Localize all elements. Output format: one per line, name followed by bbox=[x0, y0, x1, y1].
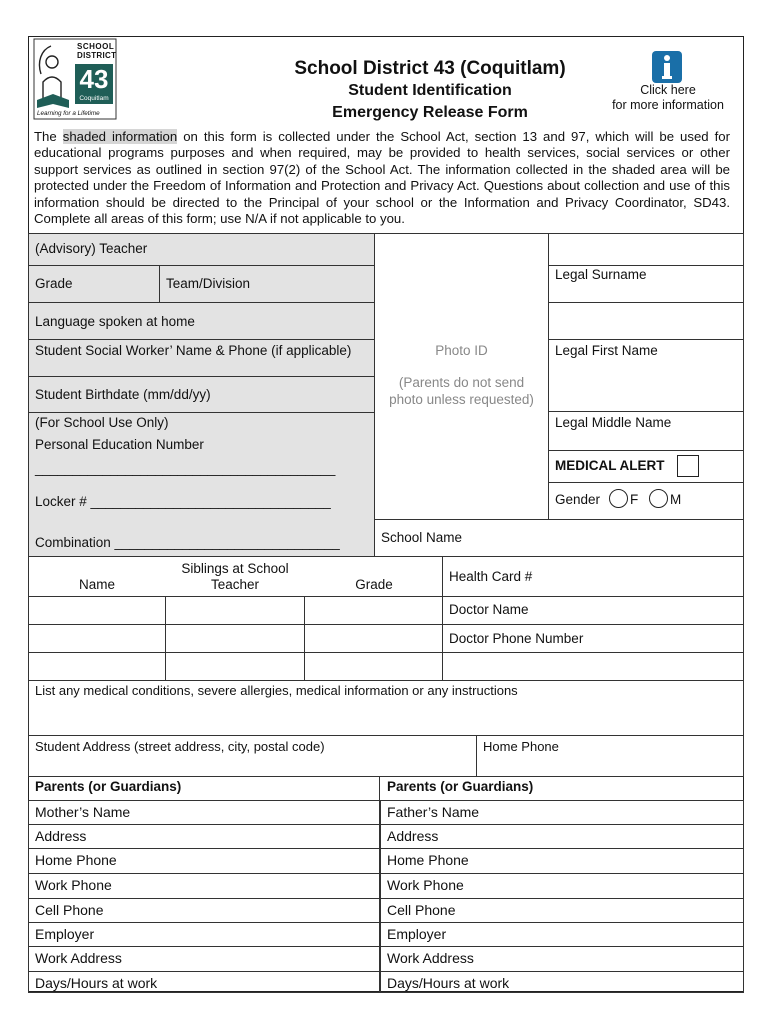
sibling-row-2-teacher[interactable] bbox=[165, 624, 305, 653]
legal-first-name-label: Legal First Name bbox=[555, 343, 658, 358]
school-use-label: (For School Use Only) bbox=[35, 415, 169, 430]
logo-number: 43 bbox=[79, 64, 109, 94]
father-cell-phone-label: Cell Phone bbox=[387, 902, 456, 918]
combination-field[interactable]: Combination ______________________________ bbox=[35, 535, 340, 550]
sibling-row-3-name[interactable] bbox=[28, 652, 166, 681]
mother-work-phone-label: Work Phone bbox=[35, 877, 112, 893]
student-address-label: Student Address (street address, city, postal code) bbox=[35, 739, 325, 754]
pen-line[interactable]: ________________________________________ bbox=[35, 461, 336, 476]
medical-alert-checkbox[interactable] bbox=[677, 455, 699, 477]
form-subtitle-1: Student Identification bbox=[348, 82, 512, 99]
medical-alert-label: MEDICAL ALERT bbox=[555, 458, 665, 473]
district-title: School District 43 (Coquitlam) bbox=[294, 58, 566, 79]
more-info-button[interactable] bbox=[603, 50, 733, 116]
photo-id-label: Photo ID bbox=[435, 343, 488, 358]
intro-highlight: shaded information bbox=[62, 129, 178, 144]
siblings-heading: Siblings at School bbox=[181, 561, 289, 576]
right-blank-cell bbox=[548, 302, 744, 340]
gender-female-label: F bbox=[630, 492, 639, 507]
sibling-row-1-teacher[interactable] bbox=[165, 596, 305, 625]
mother-name-label: Mother’s Name bbox=[35, 804, 131, 820]
photo-note-2: photo unless requested) bbox=[389, 392, 534, 407]
sibling-row-2-name[interactable] bbox=[28, 624, 166, 653]
logo-tagline: Learning for a Lifetime bbox=[37, 110, 100, 117]
parents-heading-left: Parents (or Guardians) bbox=[35, 779, 182, 794]
father-home-phone-label: Home Phone bbox=[387, 852, 469, 868]
mother-cell-phone-label: Cell Phone bbox=[35, 902, 104, 918]
mother-employer-label: Employer bbox=[35, 926, 95, 942]
grade-label: Grade bbox=[35, 276, 73, 291]
info-line-1: Click here bbox=[640, 83, 696, 97]
mother-work-address-label: Work Address bbox=[35, 950, 122, 966]
father-work-address-label: Work Address bbox=[387, 950, 474, 966]
health-card-label: Health Card # bbox=[449, 569, 533, 584]
gender-label: Gender bbox=[555, 492, 601, 507]
parents-top-rule bbox=[28, 776, 744, 777]
intro-before: The bbox=[34, 129, 63, 144]
sibling-row-2-grade[interactable] bbox=[304, 624, 443, 653]
pen-label: Personal Education Number bbox=[35, 437, 204, 452]
siblings-name-header: Name bbox=[78, 577, 115, 592]
medical-conditions-label: List any medical conditions, severe allergies, medical information or any instructions bbox=[35, 683, 518, 698]
info-icon bbox=[651, 50, 683, 84]
sibling-row-3-grade[interactable] bbox=[304, 652, 443, 681]
social-worker-label: Student Social Worker’ Name & Phone (if applicable) bbox=[35, 343, 352, 358]
mother-home-phone-label: Home Phone bbox=[35, 852, 117, 868]
logo-school-text: SCHOOL bbox=[77, 42, 115, 51]
district-logo bbox=[33, 38, 117, 120]
sibling-row-3-teacher[interactable] bbox=[165, 652, 305, 681]
sibling-row-1-name[interactable] bbox=[28, 596, 166, 625]
teacher-label: (Advisory) Teacher bbox=[35, 241, 148, 256]
info-line-2: for more information bbox=[612, 98, 724, 112]
logo-city: Coquitlam bbox=[79, 95, 109, 102]
form-subtitle-2: Emergency Release Form bbox=[332, 104, 528, 121]
father-name-label: Father’s Name bbox=[387, 804, 480, 820]
school-name-label: School Name bbox=[381, 530, 463, 545]
siblings-grade-header: Grade bbox=[355, 577, 393, 592]
gender-male-label: M bbox=[670, 492, 682, 507]
doctor-name-label: Doctor Name bbox=[449, 602, 529, 617]
photo-note-1: (Parents do not send bbox=[398, 375, 525, 390]
home-phone-label: Home Phone bbox=[483, 739, 559, 754]
mother-address-label: Address bbox=[35, 828, 87, 844]
health-blank-cell bbox=[442, 652, 744, 681]
right-top-cell bbox=[548, 233, 744, 266]
father-employer-label: Employer bbox=[387, 926, 447, 942]
sibling-row-1-grade[interactable] bbox=[304, 596, 443, 625]
parents-heading-right: Parents (or Guardians) bbox=[387, 779, 534, 794]
gender-female-radio[interactable] bbox=[609, 489, 628, 508]
father-work-phone-label: Work Phone bbox=[387, 877, 464, 893]
locker-field[interactable]: Locker # ________________________________ bbox=[35, 494, 331, 509]
logo-district-text: DISTRICT bbox=[77, 51, 117, 60]
intro-after: on this form is collected under the School Act, section 13 and 97, which will be used for educational programs purposes and when required, may be provided to health services, social services or other support services as outlined in section 97(2) of the School Act. The information collected in the shaded area will be protected under the Freedom of Information and Protection and Privacy Act. Questions about collection and use of this information should be directed to the Principal of your school or the Information and Privacy Coordinator, SD43. Complete all areas of this form; use N/A if not applicable to you. bbox=[34, 129, 730, 227]
father-address-label: Address bbox=[387, 828, 439, 844]
team-label: Team/Division bbox=[166, 276, 251, 291]
gender-male-radio[interactable] bbox=[649, 489, 668, 508]
father-days-hours-label: Days/Hours at work bbox=[387, 975, 510, 991]
intro-paragraph bbox=[34, 129, 730, 227]
legal-middle-name-label: Legal Middle Name bbox=[555, 415, 672, 430]
legal-surname-label: Legal Surname bbox=[555, 267, 647, 282]
language-label: Language spoken at home bbox=[35, 314, 195, 329]
birthdate-label: Student Birthdate (mm/dd/yy) bbox=[35, 387, 211, 402]
doctor-phone-label: Doctor Phone Number bbox=[449, 631, 584, 646]
siblings-teacher-header: Teacher bbox=[210, 577, 260, 592]
mother-days-hours-label: Days/Hours at work bbox=[35, 975, 158, 991]
